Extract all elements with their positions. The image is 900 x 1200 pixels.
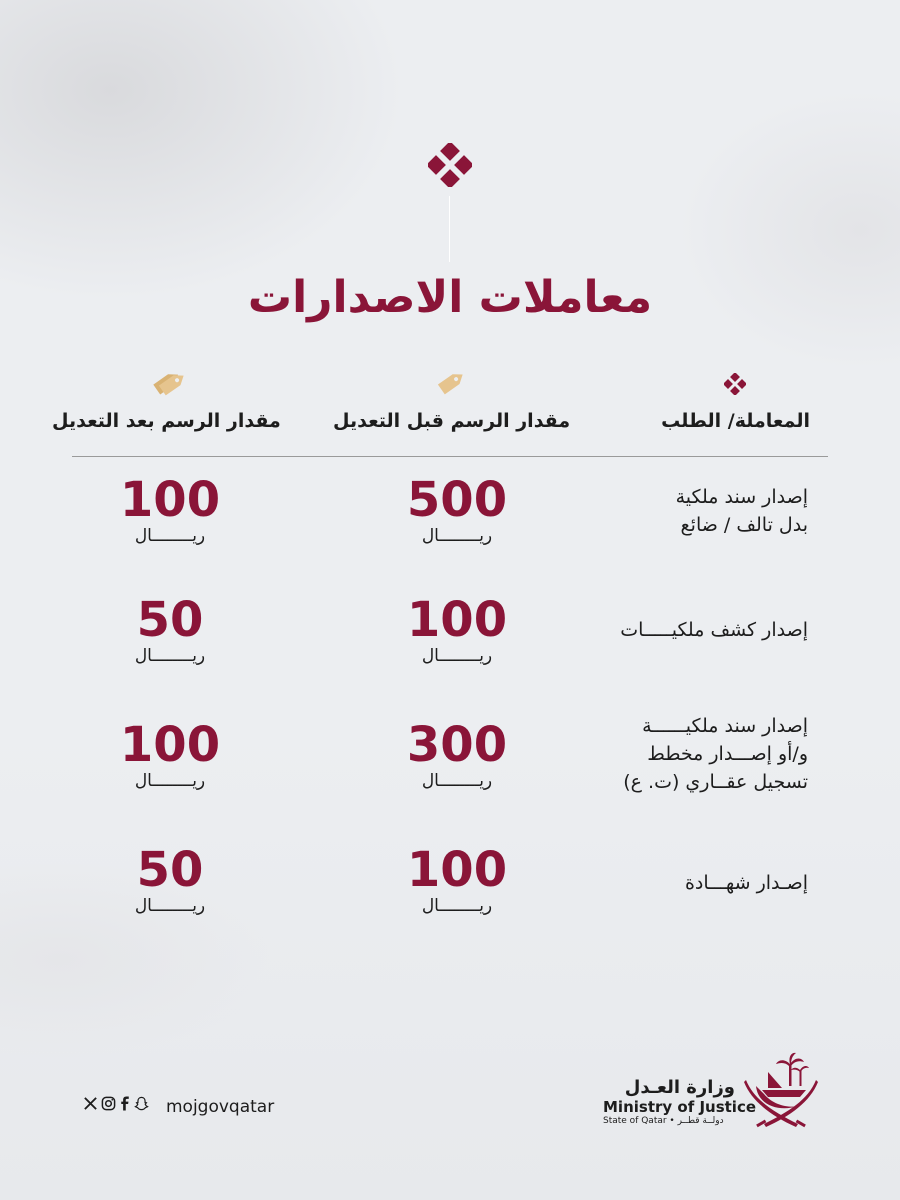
currency-label: ريــــــــال	[421, 526, 493, 546]
qatar-emblem-icon	[740, 1050, 820, 1136]
price-tag-double-icon	[152, 366, 190, 398]
request-text	[620, 616, 808, 644]
snapchat-icon[interactable]	[134, 1096, 149, 1111]
header-separator	[72, 456, 828, 457]
currency-label: ريــــــــال	[421, 646, 493, 666]
fee-before	[357, 717, 557, 791]
request-line: بدل تالف / ضائع	[680, 514, 808, 536]
currency-label: ريــــــــال	[421, 896, 493, 916]
currency-label: ريــــــــال	[421, 771, 493, 791]
fee-before-value: 300	[406, 717, 508, 773]
request-line: إصدار كشف ملكيـــــات	[620, 619, 808, 641]
x-icon[interactable]	[83, 1096, 98, 1111]
header-fee-before: مقدار الرسم قبل التعديل	[333, 410, 571, 432]
social-links	[83, 1096, 149, 1111]
fee-before-value: 100	[406, 592, 508, 648]
request-text	[623, 712, 808, 796]
request-line: تسجيل عقــاري (ت. ع)	[623, 771, 808, 793]
logo-english: Ministry of Justice	[603, 1098, 757, 1116]
currency-label: ريــــــــال	[134, 896, 206, 916]
social-handle[interactable]: mojgovqatar	[166, 1097, 275, 1117]
request-line: إصـدار شهـــادة	[684, 872, 808, 894]
fee-after-value: 100	[119, 472, 221, 528]
currency-label: ريــــــــال	[134, 526, 206, 546]
header-fee-after: مقدار الرسم بعد التعديل	[52, 410, 281, 432]
request-text	[685, 869, 808, 897]
fee-before	[357, 472, 557, 546]
request-text	[676, 483, 808, 539]
fee-after	[70, 472, 270, 546]
fee-after-value: 100	[119, 717, 221, 773]
request-line: إصدار سند ملكيــــــة	[642, 715, 808, 737]
logo-arabic: وزارة العـدل	[624, 1077, 735, 1098]
currency-label: ريــــــــال	[134, 771, 206, 791]
instagram-icon[interactable]	[101, 1096, 116, 1111]
fee-before-value: 100	[406, 842, 508, 898]
fee-before	[357, 592, 557, 666]
fee-after	[70, 717, 270, 791]
ornament-icon	[428, 143, 472, 187]
logo-subtitle: State of Qatar • دولــة قطــر	[603, 1116, 724, 1126]
fee-before	[357, 842, 557, 916]
fee-after	[70, 592, 270, 666]
ministry-logo-text	[603, 1077, 756, 1126]
header-request: المعاملة/ الطلب	[661, 410, 810, 432]
fee-after-value: 50	[136, 592, 204, 648]
fee-after-value: 50	[136, 842, 204, 898]
currency-label: ريــــــــال	[134, 646, 206, 666]
ornament-small-icon	[724, 373, 746, 395]
fee-before-value: 500	[406, 472, 508, 528]
price-tag-icon	[433, 366, 471, 398]
divider-line	[449, 196, 450, 262]
request-line: و/أو إصـــدار مخطط	[647, 743, 808, 765]
fee-after	[70, 842, 270, 916]
request-line: إصدار سند ملكية	[675, 486, 808, 508]
page-title: معاملات الاصدارات	[247, 272, 653, 323]
facebook-icon[interactable]	[119, 1096, 131, 1111]
